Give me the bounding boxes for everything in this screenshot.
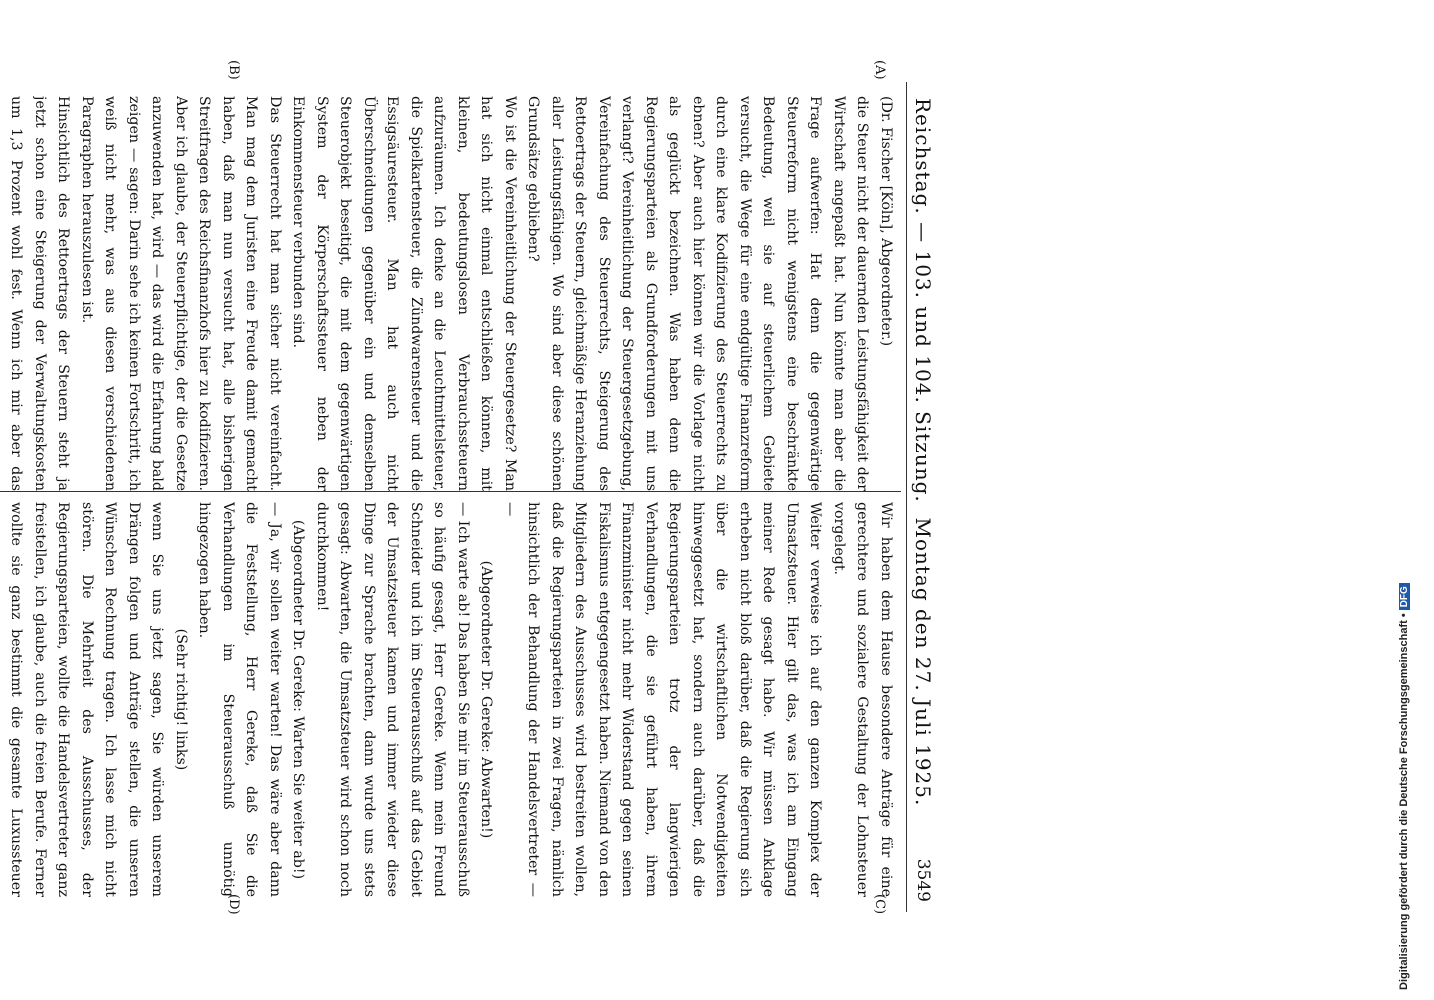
paragraph: Wir haben dem Hause besondere Anträge für eine gerechtere und sozialere Gestaltung der Lohnsteuer vorgelegt.	[831, 502, 894, 897]
right-column	[0, 502, 897, 897]
interjection: (Abgeordneter Dr. Gereke: Warten Sie weiter ab!)	[290, 519, 307, 880]
left-column	[0, 96, 897, 491]
digitization-sidebar	[1396, 10, 1426, 990]
dfg-logo: DFG	[1399, 583, 1410, 610]
sidebar-credit	[1398, 10, 1424, 990]
paragraph: Hinsichtlich des Rettoertrags der Steuern steht ja jetzt schon eine Steigerung der Verwaltungskosten um 1,3 Prozent wohl fest. Wenn ich mir aber das	[8, 96, 72, 491]
interjection: (Abgeordneter Dr. Gereke: Abwarten!)	[478, 560, 495, 839]
page-header	[906, 82, 941, 912]
margin-mark-a: (A)	[872, 60, 887, 80]
speaker-line: (Dr. Fischer [Köln], Abgeordneter.)	[878, 96, 894, 347]
sidebar-credit-text: Digitalisierung gefördert durch die Deutsche Forschungsgemeinschaft •	[1398, 613, 1410, 990]
page-number: 3549	[913, 858, 933, 902]
paragraph: — Ich warte ab! Das haben Sie mir im Steuerausschuß so häufig gesagt, Herr Gereke. Wenn mein Freund Schneider und ich im Steuerausschuß auf das Gebiet der Umsatzsteuer kamen und immer wieder diese Dinge zur Sprache brachten, dann wurde uns stets gesagt: Abwarten, die Umsatzsteuer wird schon noch durchkommen!	[314, 502, 471, 897]
header-date: Montag den 27. Juli 1925.	[911, 517, 935, 807]
header-session: Reichstag. — 103. und 104. Sitzung. Montag den 27. Juli 1925.	[911, 98, 935, 807]
interjection: (Sehr richtig! links)	[173, 628, 189, 771]
rotated-page	[0, 60, 941, 915]
paragraph: Das Steuerrecht hat man sicher nicht vereinfacht. Man mag dem Juristen eine Freude damit gemacht haben, daß man nun versucht hat, alle bisherigen Streitfragen des Reichsfinanzhofs hier zu kodifizieren. Aber ich glaube, der Steuerpflichtige, der die Gesetze anzuwenden hat, wird — das wird die Erfahrung bald zeigen — sagen: Darin sehe ich keinen Fortschritt, ich weiß nicht mehr, was aus diesen verschiedenen Paragraphen herauszulesen ist.	[79, 96, 283, 491]
margin-mark-d: (D)	[226, 894, 241, 915]
paragraph: Wo ist die Vereinheitlichung der Steuergesetze? Man hat sich nicht einmal entschließen können, mit kleinen, bedeutungslosen Verbrauchssteuern aufzuräumen. Ich denke an die Leuchtmittelsteuer, die Spielkartensteuer, die Zündwarensteuer und die Essigsäuresteuer. Man hat auch nicht Überschneidungen gegenüber ein und demselben Steuerobjekt beseitigt, die mit dem gegenwärtigen System der Körperschaftssteuer neben der Einkommensteuer verbunden sind.	[290, 96, 518, 491]
paragraph: Weiter verweise ich auf den ganzen Komplex der Umsatzsteuer. Hier gilt das, was ich am Eingang meiner Rede gesagt habe. Wir müssen Anklage erheben nicht bloß darüber, daß die Regierung sich über die wirtschaftlichen Notwendigkeiten hinweggesetzt hat, sondern auch darüber, daß die Regierungsparteien trotz der langwierigen Verhandlungen, die sie geführt haben, ihrem Finanzminister nicht mehr Widerstand gegen seinen Fiskalismus entgegengesetzt haben. Niemand von den Mitgliedern des Ausschusses wird bestreiten wollen, daß die Regierungsparteien in zwei Fragen, nämlich hinsichtlich der Behandlung der Handelsvertreter — —	[502, 502, 824, 897]
margin-mark-b: (B)	[226, 60, 241, 80]
column-divider	[0, 491, 901, 492]
margin-mark-c: (C)	[872, 894, 887, 915]
paragraph: wenn Sie uns jetzt sagen, Sie würden unserem Drängen folgen und Anträge stellen, die unseren Wünschen Rechnung tragen. Ich lasse mich nicht stören. Die Mehrheit des Ausschusses, der Regierungsparteien, wollte die Handelsvertreter ganz freistellen, ich glaube, auch die freien Berufe. Ferner wollte sie ganz bestimmt die gesamte Luxussteuer	[8, 502, 166, 897]
paragraph: die Steuer nicht der dauernden Leistungsfähigkeit der Wirtschaft angepaßt hat. Nun könnte man aber die Frage aufwerfen: Hat denn die gegenwärtige Steuerreform nicht wenigstens eine beschränkte Bedeutung, weil sie auf steuerlichem Gebiete versucht, die Wege für eine endgültige Finanzreform durch eine klare Kodifizierung des Steuerrechts zu ebnen? Aber auch hier können wir die Vorlage nicht als geglückt bezeichnen. Was haben denn die Regierungsparteien als Grundforderungen mit uns verlangt? Vereinheitlichung der Steuergesetzgebung, Vereinfachung des Steuerrechts, Steigerung des Rettoertrags der Steuern, gleichmäßige Heranziehung aller Leistungsfähigen. Wo sind aber diese schönen Grundsätze geblieben?	[525, 96, 871, 491]
paragraph: — Ja, wir sollen weiter warten! Das wäre aber dann die Feststellung, Herr Gereke, daß Sie die Verhandlungen im Steuerausschuß unnötig hingezogen haben.	[196, 502, 283, 897]
